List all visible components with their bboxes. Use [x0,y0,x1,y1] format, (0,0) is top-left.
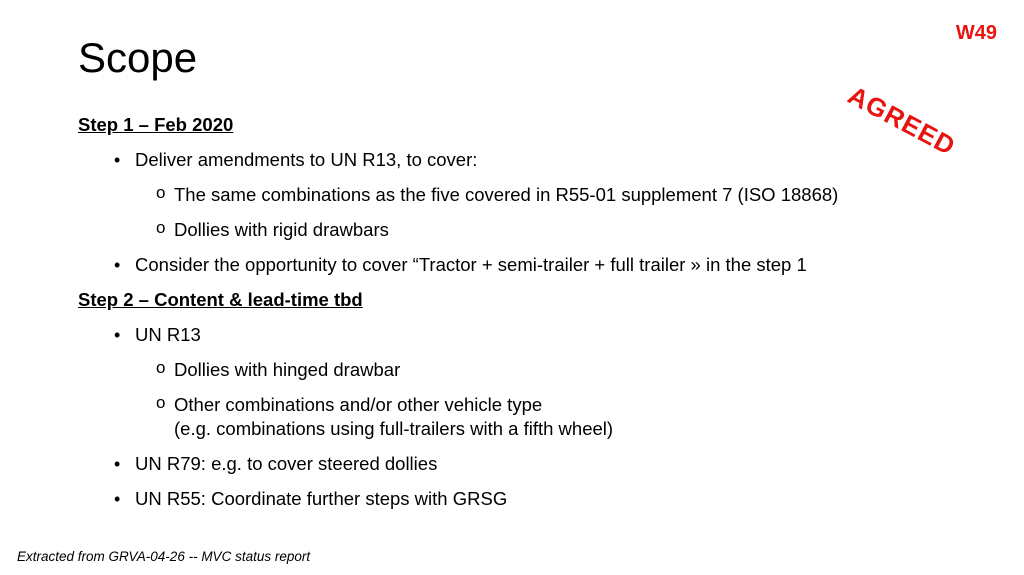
sub-list-item [78,183,978,207]
bullet-icon: • [114,255,121,275]
sub-bullet-icon: o [156,358,166,377]
list-item [78,323,978,347]
sub-bullet-icon: o [156,393,166,412]
sub-list-item [78,393,978,441]
bullet-text: Consider the opportunity to cover “Tractor + semi-trailer + full trailer » in the step 1 [135,254,807,275]
sub-list-item [78,218,978,242]
step-2-heading: Step 2 – Content & lead-time tbd [78,289,363,310]
sub-bullet-icon: o [156,218,166,237]
bullet-icon: • [114,150,121,170]
bullet-text: Deliver amendments to UN R13, to cover: [135,149,478,170]
list-item [78,148,978,172]
sub-bullet-text: Dollies with hinged drawbar [174,359,401,380]
sub-bullet-icon: o [156,183,166,202]
week-tag: W49 [955,22,997,44]
slide-body [78,113,978,522]
footer-note: Extracted from GRVA-04-26 -- MVC status report [17,549,311,564]
bullet-text: UN R13 [135,324,201,345]
sub-list-item [78,358,978,382]
bullet-icon: • [114,325,121,345]
bullet-icon: • [114,454,121,474]
sub-bullet-text-continued: (e.g. combinations using full-trailers with a fifth wheel) [174,418,614,439]
sub-bullet-text: The same combinations as the five covered in R55-01 supplement 7 (ISO 18868) [174,184,839,205]
list-item [78,452,978,476]
slide-title: Scope [78,34,198,81]
agreed-stamp: AGREED [843,79,961,162]
list-item [78,253,978,277]
bullet-text: UN R55: Coordinate further steps with GRSG [135,488,508,509]
list-item [78,487,978,511]
step-1-heading: Step 1 – Feb 2020 [78,114,234,135]
sub-bullet-text: Dollies with rigid drawbars [174,219,389,240]
bullet-text: UN R79: e.g. to cover steered dollies [135,453,438,474]
sub-bullet-text: Other combinations and/or other vehicle type [174,394,543,415]
bullet-icon: • [114,489,121,509]
